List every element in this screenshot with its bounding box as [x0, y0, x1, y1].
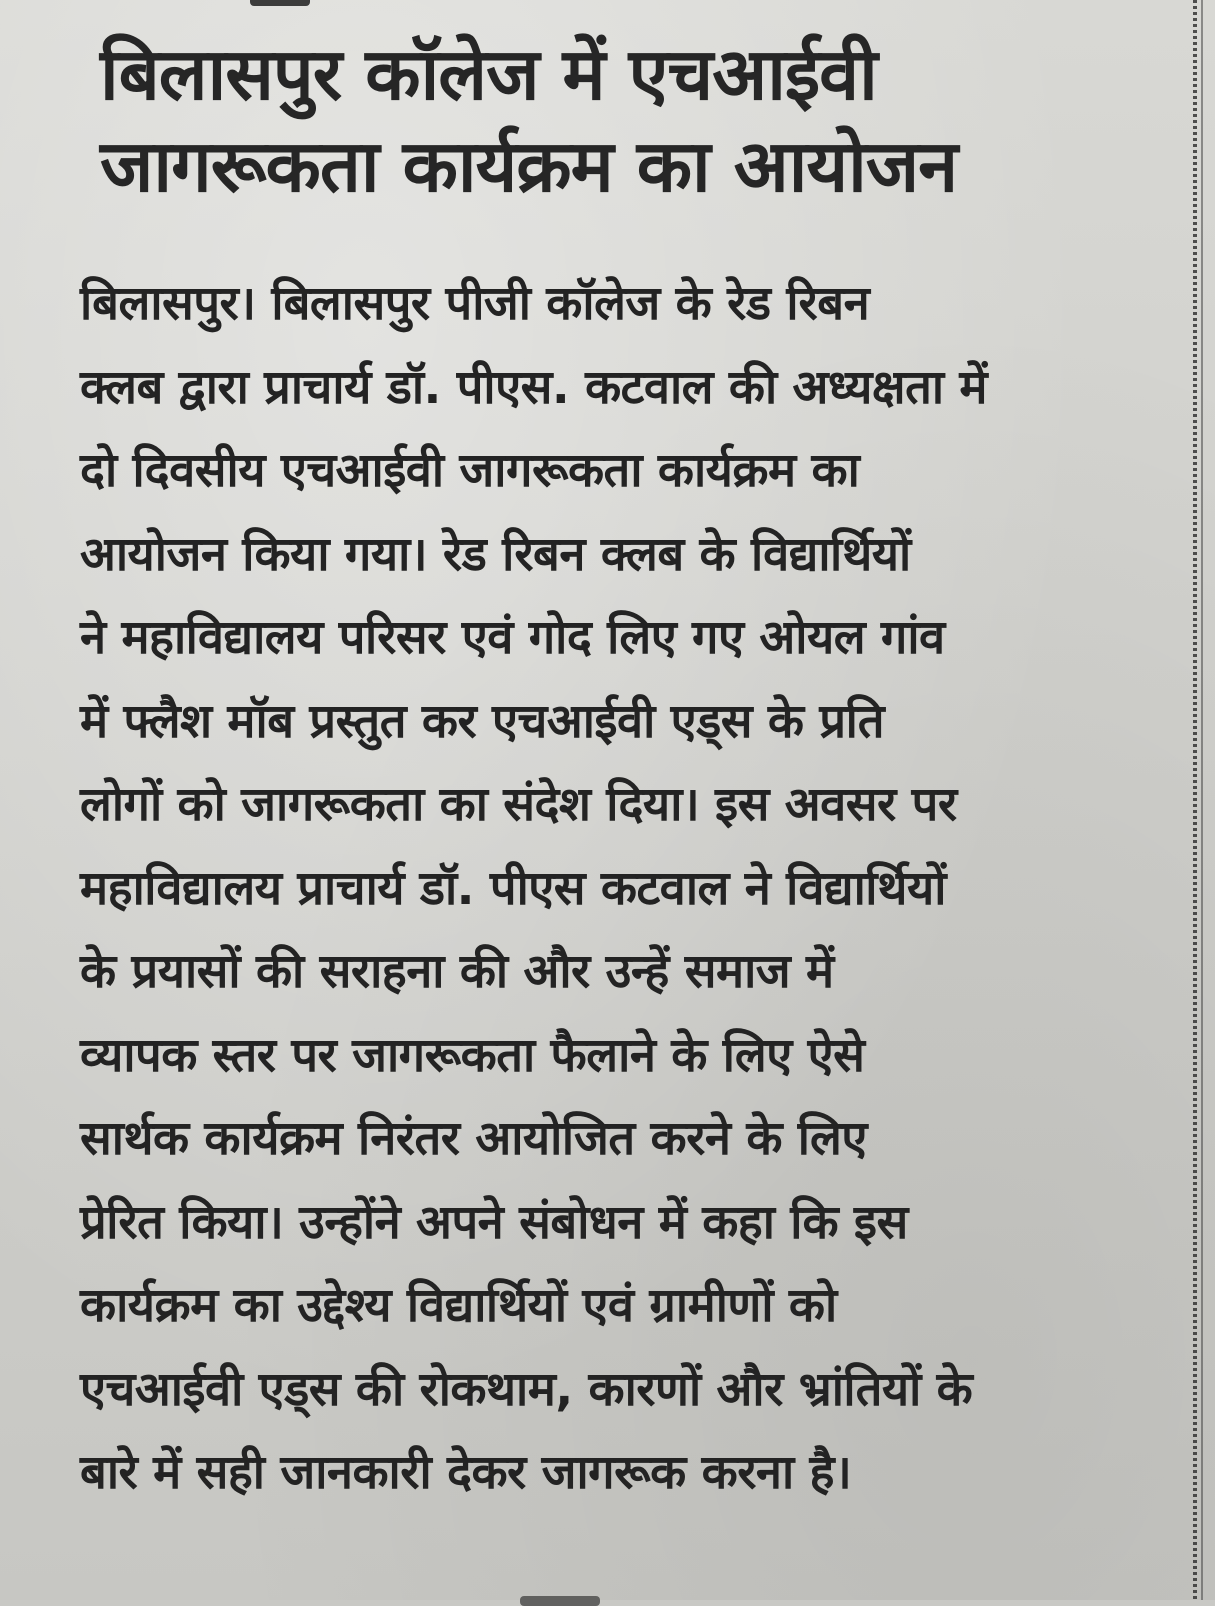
body-line-5: ने महाविद्यालय परिसर एवं गोद लिए गए ओयल गांव [80, 610, 945, 665]
clipped-text-fragment-bottom [520, 1596, 600, 1606]
headline [100, 28, 1120, 212]
body-line-15: बारे में सही जानकारी देकर जागरूक करना है। [80, 1445, 852, 1500]
body-line-13: कार्यक्रम का उद्देश्य विद्यार्थियों एवं ग्रामीणों को [80, 1278, 837, 1333]
headline-line-1: बिलासपुर कॉलेज में एचआईवी [100, 32, 877, 116]
body-line-6: में फ्लैश मॉब प्रस्तुत कर एचआईवी एड्स के प्रति [80, 693, 885, 749]
article-body [80, 262, 1130, 1515]
column-rule [1193, 0, 1197, 1600]
body-line-8: महाविद्यालय प्राचार्य डॉ. पीएस कटवाल ने विद्यार्थियों [80, 860, 946, 916]
body-line-9: के प्रयासों की सराहना की और उन्हें समाज में [80, 944, 834, 999]
column-rule-edge [1201, 0, 1203, 1600]
body-line-2: क्लब द्वारा प्राचार्य डॉ. पीएस. कटवाल की अध्यक्षता में [80, 359, 987, 415]
body-line-12: प्रेरित किया। उन्होंने अपने संबोधन में कहा कि इस [80, 1194, 908, 1250]
body-line-14: एचआईवी एड्स की रोकथाम, कारणों और भ्रांतियों के [80, 1361, 973, 1417]
body-line-3: दो दिवसीय एचआईवी जागरूकता कार्यक्रम का [80, 443, 860, 498]
body-line-11: सार्थक कार्यक्रम निरंतर आयोजित करने के लिए [80, 1111, 867, 1166]
body-line-10: व्यापक स्तर पर जागरूकता फैलाने के लिए ऐसे [80, 1027, 865, 1083]
body-line-4: आयोजन किया गया। रेड रिबन क्लब के विद्यार्थियों [80, 526, 911, 582]
body-line-1: बिलासपुर। बिलासपुर पीजी कॉलेज के रेड रिबन [80, 276, 870, 331]
clipped-text-fragment-top [250, 0, 310, 6]
headline-line-2: जागरूकता कार्यक्रम का आयोजन [100, 124, 958, 208]
body-line-7: लोगों को जागरूकता का संदेश दिया। इस अवसर पर [80, 777, 957, 832]
